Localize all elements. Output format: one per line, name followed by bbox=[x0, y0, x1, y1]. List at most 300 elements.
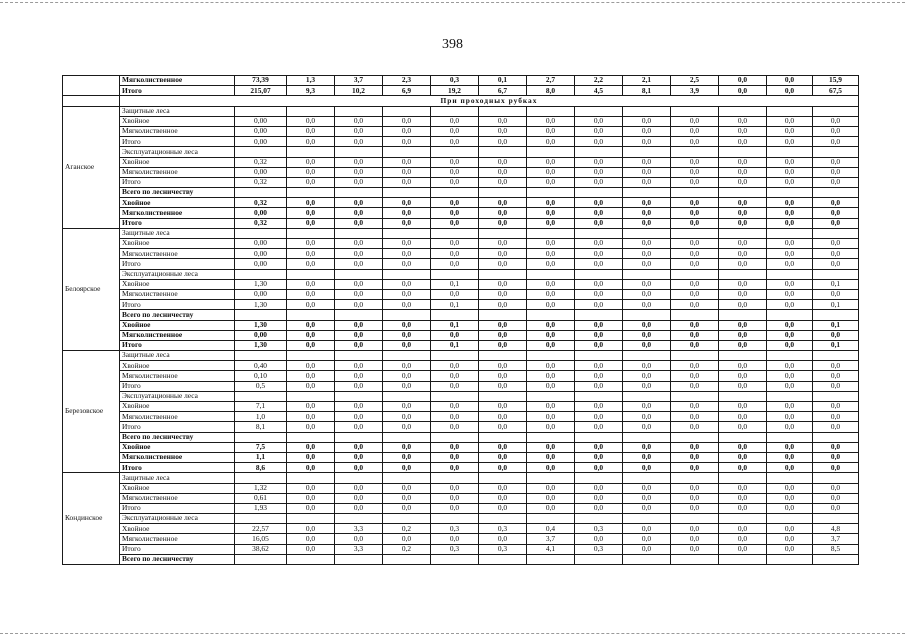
value-cell: 0,0 bbox=[383, 259, 431, 269]
value-cell: 0,0 bbox=[813, 208, 859, 218]
value-cell bbox=[767, 310, 813, 320]
value-cell: 0,0 bbox=[335, 361, 383, 371]
value-cell bbox=[287, 269, 335, 279]
value-cell: 0,0 bbox=[767, 300, 813, 310]
value-cell: 0,0 bbox=[719, 483, 767, 493]
value-cell: 0,0 bbox=[287, 463, 335, 473]
value-cell: 0,0 bbox=[383, 300, 431, 310]
value-cell bbox=[479, 106, 527, 116]
table-row bbox=[63, 412, 859, 422]
value-cell: 0,0 bbox=[575, 259, 623, 269]
value-cell: 0,0 bbox=[671, 524, 719, 534]
value-cell: 0,0 bbox=[287, 422, 335, 432]
value-cell bbox=[527, 269, 575, 279]
value-cell: 10,2 bbox=[335, 86, 383, 96]
value-cell: 0,0 bbox=[623, 249, 671, 259]
value-cell: 0,0 bbox=[671, 289, 719, 299]
value-cell: 0,0 bbox=[527, 422, 575, 432]
value-cell: 0,0 bbox=[719, 544, 767, 554]
value-cell bbox=[431, 147, 479, 157]
value-cell: 0,0 bbox=[623, 534, 671, 544]
value-cell: 0,0 bbox=[813, 371, 859, 381]
value-cell: 0,0 bbox=[623, 320, 671, 330]
table-row bbox=[63, 157, 859, 167]
value-cell: 0,00 bbox=[235, 116, 287, 126]
value-cell: 0,0 bbox=[671, 330, 719, 340]
value-cell: 7,1 bbox=[235, 402, 287, 412]
value-cell: 0,0 bbox=[431, 442, 479, 452]
value-cell: 215,07 bbox=[235, 86, 287, 96]
row-label: Итого bbox=[120, 177, 235, 187]
forestry-name: Кондинское bbox=[63, 473, 120, 565]
value-cell bbox=[527, 188, 575, 198]
value-cell: 0,0 bbox=[527, 137, 575, 147]
value-cell bbox=[287, 310, 335, 320]
value-cell: 0,0 bbox=[527, 300, 575, 310]
value-cell: 0,0 bbox=[719, 412, 767, 422]
value-cell: 0,0 bbox=[575, 483, 623, 493]
value-cell: 0,0 bbox=[813, 167, 859, 177]
value-cell bbox=[431, 351, 479, 361]
value-cell bbox=[671, 432, 719, 442]
value-cell: 0,0 bbox=[623, 402, 671, 412]
value-cell: 0,0 bbox=[431, 361, 479, 371]
value-cell bbox=[527, 554, 575, 564]
value-cell: 0,0 bbox=[575, 239, 623, 249]
value-cell: 0,0 bbox=[813, 412, 859, 422]
value-cell bbox=[479, 269, 527, 279]
value-cell: 0,0 bbox=[813, 483, 859, 493]
value-cell bbox=[813, 391, 859, 401]
value-cell: 0,00 bbox=[235, 167, 287, 177]
value-cell: 0,0 bbox=[671, 218, 719, 228]
value-cell: 0,0 bbox=[431, 452, 479, 462]
value-cell: 0,0 bbox=[813, 503, 859, 513]
value-cell: 0,0 bbox=[813, 463, 859, 473]
value-cell: 0,0 bbox=[335, 279, 383, 289]
table-row bbox=[63, 188, 859, 198]
value-cell: 0,0 bbox=[767, 381, 813, 391]
value-cell: 0,0 bbox=[431, 177, 479, 187]
value-cell: 0,1 bbox=[431, 340, 479, 350]
value-cell: 0,0 bbox=[575, 340, 623, 350]
value-cell bbox=[623, 473, 671, 483]
value-cell: 0,0 bbox=[527, 503, 575, 513]
value-cell: 0,0 bbox=[813, 289, 859, 299]
value-cell bbox=[767, 228, 813, 238]
value-cell: 0,0 bbox=[479, 381, 527, 391]
section-heading: При проходных рубках bbox=[120, 96, 859, 106]
value-cell: 0,0 bbox=[719, 361, 767, 371]
row-label: Итого bbox=[120, 259, 235, 269]
value-cell: 0,0 bbox=[575, 463, 623, 473]
value-cell bbox=[719, 228, 767, 238]
value-cell: 0,0 bbox=[335, 157, 383, 167]
value-cell: 0,32 bbox=[235, 218, 287, 228]
table-row bbox=[63, 422, 859, 432]
table-row bbox=[63, 452, 859, 462]
value-cell: 0,0 bbox=[671, 198, 719, 208]
value-cell: 0,3 bbox=[575, 524, 623, 534]
value-cell: 0,0 bbox=[813, 249, 859, 259]
value-cell: 0,0 bbox=[287, 503, 335, 513]
value-cell: 0,0 bbox=[671, 208, 719, 218]
value-cell: 0,0 bbox=[575, 402, 623, 412]
value-cell bbox=[235, 147, 287, 157]
table-row bbox=[63, 249, 859, 259]
value-cell: 0,0 bbox=[527, 340, 575, 350]
value-cell: 4,8 bbox=[813, 524, 859, 534]
value-cell: 0,0 bbox=[479, 208, 527, 218]
value-cell: 0,5 bbox=[235, 381, 287, 391]
value-cell: 0,10 bbox=[235, 371, 287, 381]
value-cell bbox=[431, 310, 479, 320]
value-cell: 0,0 bbox=[671, 167, 719, 177]
value-cell: 6,9 bbox=[383, 86, 431, 96]
value-cell bbox=[671, 310, 719, 320]
value-cell: 73,39 bbox=[235, 76, 287, 86]
value-cell: 0,1 bbox=[431, 300, 479, 310]
value-cell: 0,0 bbox=[719, 422, 767, 432]
value-cell bbox=[431, 269, 479, 279]
value-cell: 0,0 bbox=[671, 137, 719, 147]
value-cell: 1,30 bbox=[235, 300, 287, 310]
value-cell bbox=[335, 391, 383, 401]
value-cell: 4,1 bbox=[527, 544, 575, 554]
value-cell: 0,0 bbox=[383, 361, 431, 371]
value-cell: 0,0 bbox=[719, 279, 767, 289]
value-cell: 0,0 bbox=[335, 402, 383, 412]
value-cell: 0,0 bbox=[767, 259, 813, 269]
value-cell: 0,0 bbox=[383, 381, 431, 391]
value-cell: 0,0 bbox=[671, 116, 719, 126]
value-cell bbox=[527, 106, 575, 116]
value-cell: 0,0 bbox=[479, 422, 527, 432]
value-cell: 0,0 bbox=[575, 381, 623, 391]
value-cell: 0,0 bbox=[527, 126, 575, 136]
value-cell: 0,0 bbox=[671, 249, 719, 259]
value-cell: 0,0 bbox=[671, 422, 719, 432]
value-cell bbox=[813, 351, 859, 361]
value-cell: 2,5 bbox=[671, 76, 719, 86]
table-row bbox=[63, 402, 859, 412]
value-cell: 0,0 bbox=[575, 137, 623, 147]
value-cell: 0,0 bbox=[335, 198, 383, 208]
value-cell: 0,0 bbox=[287, 371, 335, 381]
value-cell: 0,0 bbox=[383, 463, 431, 473]
value-cell bbox=[431, 554, 479, 564]
value-cell: 0,0 bbox=[335, 137, 383, 147]
value-cell: 0,0 bbox=[383, 249, 431, 259]
value-cell: 0,0 bbox=[527, 493, 575, 503]
value-cell: 9,3 bbox=[287, 86, 335, 96]
value-cell: 0,0 bbox=[623, 279, 671, 289]
value-cell: 0,0 bbox=[383, 534, 431, 544]
value-cell: 0,0 bbox=[719, 126, 767, 136]
value-cell: 0,61 bbox=[235, 493, 287, 503]
value-cell bbox=[235, 351, 287, 361]
value-cell: 0,0 bbox=[813, 198, 859, 208]
value-cell bbox=[479, 188, 527, 198]
value-cell bbox=[383, 269, 431, 279]
value-cell: 0,0 bbox=[813, 381, 859, 391]
value-cell: 0,0 bbox=[623, 463, 671, 473]
value-cell bbox=[527, 391, 575, 401]
value-cell: 0,0 bbox=[767, 371, 813, 381]
value-cell: 0,1 bbox=[431, 279, 479, 289]
value-cell: 0,0 bbox=[623, 371, 671, 381]
value-cell: 0,0 bbox=[575, 218, 623, 228]
value-cell: 0,0 bbox=[527, 249, 575, 259]
value-cell: 0,00 bbox=[235, 239, 287, 249]
value-cell bbox=[527, 351, 575, 361]
value-cell: 0,0 bbox=[671, 452, 719, 462]
value-cell: 0,0 bbox=[335, 493, 383, 503]
value-cell bbox=[527, 228, 575, 238]
value-cell: 0,0 bbox=[813, 493, 859, 503]
value-cell: 0,0 bbox=[479, 320, 527, 330]
value-cell: 3,7 bbox=[527, 534, 575, 544]
value-cell bbox=[383, 106, 431, 116]
value-cell: 0,0 bbox=[479, 483, 527, 493]
value-cell: 0,0 bbox=[383, 126, 431, 136]
value-cell: 0,0 bbox=[767, 279, 813, 289]
value-cell: 1,3 bbox=[287, 76, 335, 86]
value-cell: 0,0 bbox=[767, 218, 813, 228]
row-label: Мягколиственное bbox=[120, 534, 235, 544]
table-row bbox=[63, 177, 859, 187]
value-cell bbox=[335, 106, 383, 116]
value-cell: 0,0 bbox=[335, 126, 383, 136]
value-cell: 1,1 bbox=[235, 452, 287, 462]
value-cell bbox=[383, 188, 431, 198]
table-row bbox=[63, 483, 859, 493]
table-row bbox=[63, 544, 859, 554]
value-cell: 0,0 bbox=[813, 259, 859, 269]
value-cell: 0,0 bbox=[575, 442, 623, 452]
value-cell: 0,0 bbox=[623, 126, 671, 136]
value-cell: 38,62 bbox=[235, 544, 287, 554]
value-cell: 0,0 bbox=[383, 198, 431, 208]
value-cell: 0,0 bbox=[671, 493, 719, 503]
heading-blank bbox=[63, 96, 120, 106]
value-cell: 0,0 bbox=[287, 198, 335, 208]
value-cell: 0,0 bbox=[813, 239, 859, 249]
value-cell bbox=[719, 351, 767, 361]
value-cell bbox=[575, 147, 623, 157]
value-cell: 0,0 bbox=[335, 503, 383, 513]
value-cell bbox=[719, 473, 767, 483]
value-cell: 0,0 bbox=[479, 289, 527, 299]
value-cell: 0,0 bbox=[479, 371, 527, 381]
row-label: Хвойное bbox=[120, 320, 235, 330]
value-cell: 0,0 bbox=[431, 534, 479, 544]
value-cell: 0,0 bbox=[527, 239, 575, 249]
value-cell: 0,0 bbox=[479, 493, 527, 503]
value-cell: 0,0 bbox=[527, 279, 575, 289]
value-cell: 0,0 bbox=[527, 259, 575, 269]
value-cell bbox=[479, 554, 527, 564]
value-cell bbox=[335, 473, 383, 483]
value-cell bbox=[431, 391, 479, 401]
row-label: Защитные леса bbox=[120, 228, 235, 238]
row-label: Итого bbox=[120, 300, 235, 310]
row-label: Хвойное bbox=[120, 361, 235, 371]
value-cell bbox=[235, 106, 287, 116]
value-cell: 0,0 bbox=[335, 208, 383, 218]
value-cell bbox=[383, 554, 431, 564]
value-cell: 0,0 bbox=[623, 483, 671, 493]
value-cell: 0,0 bbox=[719, 452, 767, 462]
value-cell: 0,0 bbox=[431, 239, 479, 249]
value-cell bbox=[813, 473, 859, 483]
value-cell: 0,0 bbox=[623, 422, 671, 432]
value-cell bbox=[235, 228, 287, 238]
value-cell: 0,0 bbox=[575, 208, 623, 218]
value-cell: 0,0 bbox=[479, 452, 527, 462]
value-cell bbox=[767, 188, 813, 198]
value-cell: 0,0 bbox=[575, 330, 623, 340]
value-cell: 0,0 bbox=[575, 320, 623, 330]
value-cell: 0,0 bbox=[479, 198, 527, 208]
value-cell: 0,0 bbox=[623, 412, 671, 422]
top-scan-border bbox=[0, 2, 905, 3]
value-cell: 0,0 bbox=[383, 340, 431, 350]
value-cell: 0,0 bbox=[335, 463, 383, 473]
value-cell: 0,0 bbox=[575, 116, 623, 126]
value-cell bbox=[527, 310, 575, 320]
value-cell: 0,0 bbox=[335, 442, 383, 452]
value-cell: 0,0 bbox=[575, 412, 623, 422]
value-cell: 0,0 bbox=[335, 167, 383, 177]
value-cell: 0,0 bbox=[575, 249, 623, 259]
row-label: Итого bbox=[120, 218, 235, 228]
value-cell: 3,3 bbox=[335, 524, 383, 534]
value-cell bbox=[383, 473, 431, 483]
value-cell: 0,0 bbox=[623, 340, 671, 350]
value-cell: 0,0 bbox=[623, 524, 671, 534]
value-cell: 0,0 bbox=[335, 340, 383, 350]
value-cell: 0,3 bbox=[479, 544, 527, 554]
value-cell: 0,0 bbox=[383, 330, 431, 340]
value-cell: 0,0 bbox=[813, 116, 859, 126]
value-cell: 0,0 bbox=[719, 402, 767, 412]
value-cell: 0,0 bbox=[719, 503, 767, 513]
value-cell: 0,3 bbox=[575, 544, 623, 554]
table-row bbox=[63, 330, 859, 340]
value-cell: 0,0 bbox=[479, 126, 527, 136]
forestry-name: Березовское bbox=[63, 351, 120, 473]
value-cell: 0,0 bbox=[719, 249, 767, 259]
value-cell bbox=[813, 269, 859, 279]
value-cell: 0,0 bbox=[623, 300, 671, 310]
value-cell: 0,0 bbox=[335, 116, 383, 126]
value-cell: 0,0 bbox=[335, 483, 383, 493]
value-cell: 0,0 bbox=[767, 249, 813, 259]
value-cell: 16,05 bbox=[235, 534, 287, 544]
value-cell bbox=[671, 269, 719, 279]
value-cell bbox=[767, 147, 813, 157]
table-row bbox=[63, 86, 859, 96]
value-cell: 0,0 bbox=[527, 116, 575, 126]
value-cell: 2,2 bbox=[575, 76, 623, 86]
row-label: Всего по лесничеству bbox=[120, 188, 235, 198]
value-cell bbox=[719, 554, 767, 564]
value-cell: 0,2 bbox=[383, 544, 431, 554]
value-cell: 0,0 bbox=[671, 259, 719, 269]
value-cell: 0,0 bbox=[623, 218, 671, 228]
value-cell: 0,0 bbox=[527, 330, 575, 340]
value-cell: 2,1 bbox=[623, 76, 671, 86]
value-cell: 0,0 bbox=[623, 452, 671, 462]
value-cell: 0,32 bbox=[235, 157, 287, 167]
value-cell: 0,0 bbox=[431, 402, 479, 412]
value-cell: 8,5 bbox=[813, 544, 859, 554]
value-cell: 0,0 bbox=[383, 493, 431, 503]
table-row bbox=[63, 208, 859, 218]
value-cell: 0,0 bbox=[813, 157, 859, 167]
table-row bbox=[63, 442, 859, 452]
value-cell: 0,0 bbox=[287, 249, 335, 259]
value-cell bbox=[235, 432, 287, 442]
value-cell bbox=[287, 351, 335, 361]
table-row bbox=[63, 218, 859, 228]
value-cell: 0,0 bbox=[431, 289, 479, 299]
value-cell: 0,0 bbox=[479, 402, 527, 412]
value-cell: 0,0 bbox=[719, 493, 767, 503]
value-cell bbox=[813, 228, 859, 238]
value-cell bbox=[575, 228, 623, 238]
value-cell: 0,0 bbox=[767, 361, 813, 371]
value-cell: 0,0 bbox=[479, 116, 527, 126]
value-cell: 0,0 bbox=[719, 137, 767, 147]
value-cell: 0,0 bbox=[431, 157, 479, 167]
value-cell: 0,0 bbox=[287, 208, 335, 218]
value-cell bbox=[287, 228, 335, 238]
row-label: Мягколиственное bbox=[120, 249, 235, 259]
table-row bbox=[63, 320, 859, 330]
value-cell: 0,0 bbox=[671, 412, 719, 422]
value-cell: 0,0 bbox=[383, 167, 431, 177]
value-cell: 0,0 bbox=[767, 198, 813, 208]
value-cell: 0,0 bbox=[623, 503, 671, 513]
value-cell: 0,0 bbox=[527, 371, 575, 381]
value-cell: 0,0 bbox=[671, 340, 719, 350]
value-cell: 0,0 bbox=[383, 218, 431, 228]
value-cell: 0,0 bbox=[719, 371, 767, 381]
table-row bbox=[63, 554, 859, 564]
value-cell: 0,0 bbox=[623, 361, 671, 371]
value-cell bbox=[287, 554, 335, 564]
value-cell: 0,0 bbox=[431, 503, 479, 513]
value-cell bbox=[335, 554, 383, 564]
value-cell: 0,0 bbox=[575, 198, 623, 208]
row-label: Всего по лесничеству bbox=[120, 554, 235, 564]
value-cell: 0,0 bbox=[719, 116, 767, 126]
value-cell: 0,0 bbox=[623, 330, 671, 340]
value-cell bbox=[719, 269, 767, 279]
value-cell: 0,0 bbox=[287, 524, 335, 534]
value-cell bbox=[287, 147, 335, 157]
value-cell: 0,0 bbox=[479, 412, 527, 422]
value-cell bbox=[235, 188, 287, 198]
value-cell: 0,0 bbox=[383, 289, 431, 299]
value-cell bbox=[235, 514, 287, 524]
value-cell: 0,0 bbox=[623, 259, 671, 269]
value-cell: 0,0 bbox=[575, 503, 623, 513]
value-cell: 0,0 bbox=[767, 463, 813, 473]
value-cell bbox=[719, 188, 767, 198]
